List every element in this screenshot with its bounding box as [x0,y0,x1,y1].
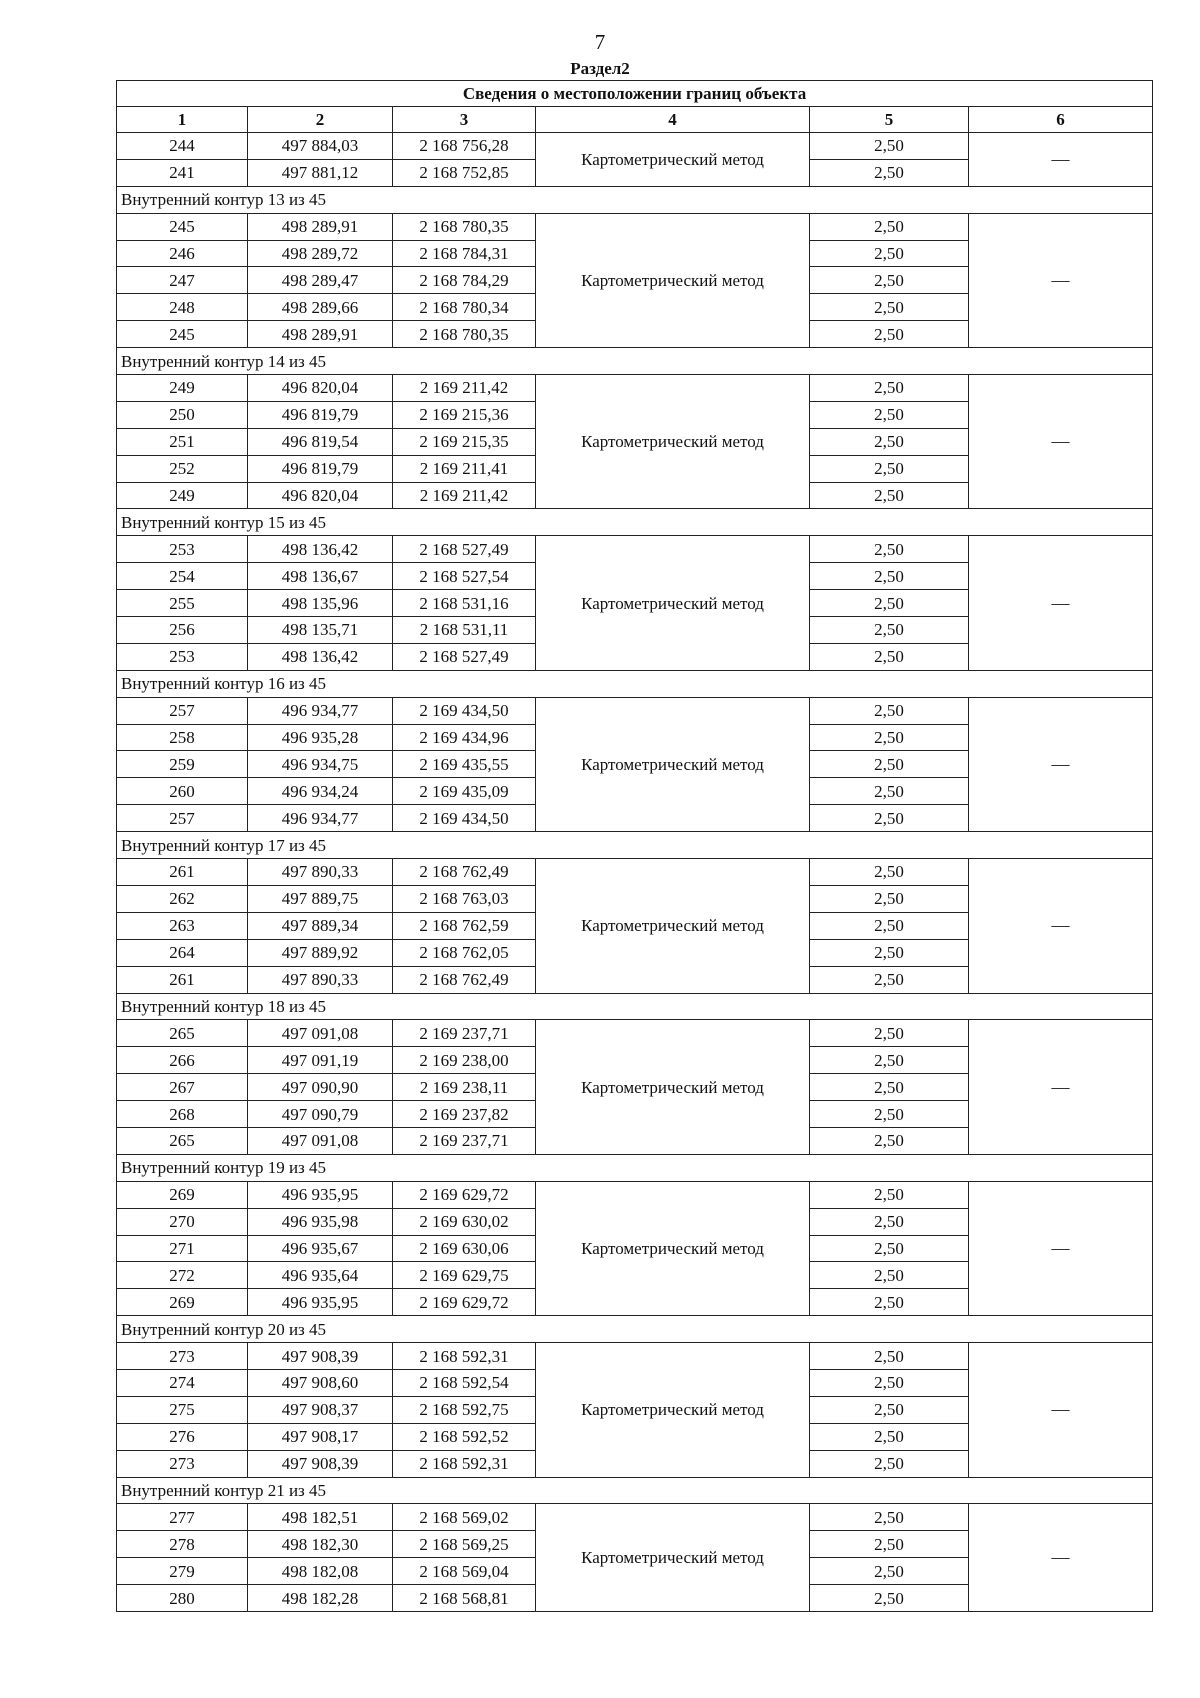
x-coordinate-cell: 496 934,24 [248,778,393,805]
point-number-cell: 261 [117,966,248,993]
table-row [117,213,1153,240]
point-number-cell: 269 [117,1289,248,1316]
accuracy-cell: 2,50 [810,643,969,670]
accuracy-cell: 2,50 [810,1450,969,1477]
table-row [117,1504,1153,1531]
accuracy-cell: 2,50 [810,1531,969,1558]
y-coordinate-cell: 2 169 434,50 [393,805,536,832]
x-coordinate-cell: 497 884,03 [248,133,393,160]
accuracy-cell: 2,50 [810,1585,969,1612]
column-header-1: 1 [117,107,248,133]
accuracy-cell: 2,50 [810,213,969,240]
boundary-coordinates-table [116,80,1153,1612]
accuracy-cell: 2,50 [810,778,969,805]
contour-label: Внутренний контур 17 из 45 [117,832,1153,859]
point-number-cell: 272 [117,1262,248,1289]
point-number-cell: 264 [117,939,248,966]
contour-header-row [117,832,1153,859]
table-row [117,1343,1153,1370]
x-coordinate-cell: 496 935,95 [248,1181,393,1208]
point-number-cell: 263 [117,912,248,939]
x-coordinate-cell: 496 934,77 [248,805,393,832]
y-coordinate-cell: 2 169 237,82 [393,1101,536,1128]
accuracy-cell: 2,50 [810,885,969,912]
x-coordinate-cell: 497 091,19 [248,1047,393,1074]
point-number-cell: 254 [117,563,248,590]
method-cell: Картометрический метод [536,1504,810,1612]
accuracy-cell: 2,50 [810,1396,969,1423]
table-row [117,1020,1153,1047]
y-coordinate-cell: 2 169 211,41 [393,455,536,482]
description-cell: — [969,1181,1153,1315]
table-body [117,81,1153,1612]
point-number-cell: 276 [117,1423,248,1450]
accuracy-cell: 2,50 [810,159,969,186]
description-cell: — [969,859,1153,993]
method-cell: Картометрический метод [536,1020,810,1154]
y-coordinate-cell: 2 168 784,29 [393,267,536,294]
contour-header-row [117,670,1153,697]
accuracy-cell: 2,50 [810,1181,969,1208]
contour-label: Внутренний контур 16 из 45 [117,670,1153,697]
point-number-cell: 270 [117,1208,248,1235]
contour-header-row [117,1154,1153,1181]
accuracy-cell: 2,50 [810,1047,969,1074]
accuracy-cell: 2,50 [810,1074,969,1101]
point-number-cell: 273 [117,1450,248,1477]
y-coordinate-cell: 2 168 531,16 [393,590,536,617]
point-number-cell: 245 [117,213,248,240]
y-coordinate-cell: 2 168 780,35 [393,321,536,348]
y-coordinate-cell: 2 168 527,49 [393,536,536,563]
method-cell: Картометрический метод [536,375,810,509]
point-number-cell: 249 [117,375,248,402]
point-number-cell: 267 [117,1074,248,1101]
x-coordinate-cell: 496 935,95 [248,1289,393,1316]
point-number-cell: 257 [117,805,248,832]
x-coordinate-cell: 496 820,04 [248,375,393,402]
accuracy-cell: 2,50 [810,267,969,294]
accuracy-cell: 2,50 [810,912,969,939]
accuracy-cell: 2,50 [810,1558,969,1585]
method-cell: Картометрический метод [536,536,810,670]
contour-header-row [117,1477,1153,1504]
method-cell: Картометрический метод [536,1343,810,1477]
accuracy-cell: 2,50 [810,401,969,428]
point-number-cell: 256 [117,617,248,644]
accuracy-cell: 2,50 [810,536,969,563]
y-coordinate-cell: 2 169 215,35 [393,428,536,455]
contour-header-row [117,509,1153,536]
y-coordinate-cell: 2 169 629,72 [393,1181,536,1208]
x-coordinate-cell: 496 819,79 [248,401,393,428]
accuracy-cell: 2,50 [810,1127,969,1154]
accuracy-cell: 2,50 [810,1289,969,1316]
x-coordinate-cell: 496 820,04 [248,482,393,509]
x-coordinate-cell: 497 908,39 [248,1450,393,1477]
point-number-cell: 253 [117,643,248,670]
contour-label: Внутренний контур 21 из 45 [117,1477,1153,1504]
y-coordinate-cell: 2 169 211,42 [393,482,536,509]
point-number-cell: 249 [117,482,248,509]
column-header-row [117,107,1153,133]
y-coordinate-cell: 2 169 238,00 [393,1047,536,1074]
point-number-cell: 280 [117,1585,248,1612]
contour-label: Внутренний контур 15 из 45 [117,509,1153,536]
page-number: 7 [594,30,606,54]
accuracy-cell: 2,50 [810,966,969,993]
point-number-cell: 257 [117,697,248,724]
accuracy-cell: 2,50 [810,617,969,644]
y-coordinate-cell: 2 168 762,05 [393,939,536,966]
y-coordinate-cell: 2 168 569,04 [393,1558,536,1585]
y-coordinate-cell: 2 169 630,06 [393,1235,536,1262]
x-coordinate-cell: 497 889,34 [248,912,393,939]
table-row [117,133,1153,160]
point-number-cell: 250 [117,401,248,428]
y-coordinate-cell: 2 168 531,11 [393,617,536,644]
point-number-cell: 255 [117,590,248,617]
method-cell: Картометрический метод [536,859,810,993]
point-number-cell: 260 [117,778,248,805]
accuracy-cell: 2,50 [810,724,969,751]
x-coordinate-cell: 497 889,75 [248,885,393,912]
point-number-cell: 261 [117,859,248,886]
x-coordinate-cell: 497 908,60 [248,1369,393,1396]
y-coordinate-cell: 2 168 762,49 [393,859,536,886]
point-number-cell: 259 [117,751,248,778]
x-coordinate-cell: 496 819,79 [248,455,393,482]
point-number-cell: 269 [117,1181,248,1208]
y-coordinate-cell: 2 169 238,11 [393,1074,536,1101]
description-cell: — [969,1343,1153,1477]
description-cell: — [969,697,1153,831]
point-number-cell: 258 [117,724,248,751]
description-cell: — [969,1020,1153,1154]
point-number-cell: 271 [117,1235,248,1262]
x-coordinate-cell: 497 090,90 [248,1074,393,1101]
point-number-cell: 274 [117,1369,248,1396]
y-coordinate-cell: 2 169 629,75 [393,1262,536,1289]
table-row [117,697,1153,724]
point-number-cell: 275 [117,1396,248,1423]
y-coordinate-cell: 2 168 592,54 [393,1369,536,1396]
table-row [117,859,1153,886]
description-cell: — [969,1504,1153,1612]
accuracy-cell: 2,50 [810,1504,969,1531]
y-coordinate-cell: 2 168 592,31 [393,1450,536,1477]
x-coordinate-cell: 497 890,33 [248,966,393,993]
contour-label: Внутренний контур 14 из 45 [117,348,1153,375]
accuracy-cell: 2,50 [810,1343,969,1370]
y-coordinate-cell: 2 168 762,59 [393,912,536,939]
x-coordinate-cell: 497 091,08 [248,1127,393,1154]
point-number-cell: 262 [117,885,248,912]
accuracy-cell: 2,50 [810,294,969,321]
y-coordinate-cell: 2 168 527,54 [393,563,536,590]
y-coordinate-cell: 2 169 237,71 [393,1020,536,1047]
x-coordinate-cell: 498 289,72 [248,240,393,267]
section-title: Раздел2 [570,59,630,78]
column-header-4: 4 [536,107,810,133]
y-coordinate-cell: 2 169 435,55 [393,751,536,778]
x-coordinate-cell: 496 819,54 [248,428,393,455]
y-coordinate-cell: 2 169 211,42 [393,375,536,402]
y-coordinate-cell: 2 168 592,75 [393,1396,536,1423]
y-coordinate-cell: 2 169 434,96 [393,724,536,751]
accuracy-cell: 2,50 [810,939,969,966]
point-number-cell: 247 [117,267,248,294]
y-coordinate-cell: 2 168 568,81 [393,1585,536,1612]
accuracy-cell: 2,50 [810,240,969,267]
y-coordinate-cell: 2 168 569,25 [393,1531,536,1558]
accuracy-cell: 2,50 [810,133,969,160]
x-coordinate-cell: 498 182,30 [248,1531,393,1558]
contour-label: Внутренний контур 20 из 45 [117,1316,1153,1343]
y-coordinate-cell: 2 168 592,52 [393,1423,536,1450]
y-coordinate-cell: 2 168 763,03 [393,885,536,912]
method-cell: Картометрический метод [536,133,810,187]
accuracy-cell: 2,50 [810,321,969,348]
table-row [117,536,1153,563]
point-number-cell: 241 [117,159,248,186]
x-coordinate-cell: 498 135,96 [248,590,393,617]
y-coordinate-cell: 2 169 630,02 [393,1208,536,1235]
y-coordinate-cell: 2 168 569,02 [393,1504,536,1531]
x-coordinate-cell: 496 935,67 [248,1235,393,1262]
method-cell: Картометрический метод [536,697,810,831]
y-coordinate-cell: 2 168 592,31 [393,1343,536,1370]
accuracy-cell: 2,50 [810,1262,969,1289]
x-coordinate-cell: 498 136,42 [248,536,393,563]
x-coordinate-cell: 498 289,66 [248,294,393,321]
point-number-cell: 253 [117,536,248,563]
y-coordinate-cell: 2 168 752,85 [393,159,536,186]
y-coordinate-cell: 2 168 762,49 [393,966,536,993]
point-number-cell: 266 [117,1047,248,1074]
accuracy-cell: 2,50 [810,1235,969,1262]
description-cell: — [969,536,1153,670]
accuracy-cell: 2,50 [810,751,969,778]
x-coordinate-cell: 497 090,79 [248,1101,393,1128]
x-coordinate-cell: 498 136,67 [248,563,393,590]
x-coordinate-cell: 497 881,12 [248,159,393,186]
x-coordinate-cell: 498 289,91 [248,213,393,240]
point-number-cell: 268 [117,1101,248,1128]
contour-label: Внутренний контур 13 из 45 [117,186,1153,213]
x-coordinate-cell: 497 908,17 [248,1423,393,1450]
accuracy-cell: 2,50 [810,805,969,832]
accuracy-cell: 2,50 [810,563,969,590]
column-header-5: 5 [810,107,969,133]
x-coordinate-cell: 498 289,91 [248,321,393,348]
accuracy-cell: 2,50 [810,1101,969,1128]
point-number-cell: 246 [117,240,248,267]
x-coordinate-cell: 498 135,71 [248,617,393,644]
x-coordinate-cell: 496 934,75 [248,751,393,778]
x-coordinate-cell: 498 289,47 [248,267,393,294]
x-coordinate-cell: 498 182,28 [248,1585,393,1612]
x-coordinate-cell: 496 934,77 [248,697,393,724]
accuracy-cell: 2,50 [810,428,969,455]
x-coordinate-cell: 496 935,64 [248,1262,393,1289]
point-number-cell: 273 [117,1343,248,1370]
description-cell: — [969,133,1153,187]
description-cell: — [969,213,1153,347]
accuracy-cell: 2,50 [810,590,969,617]
column-header-3: 3 [393,107,536,133]
point-number-cell: 265 [117,1020,248,1047]
accuracy-cell: 2,50 [810,1208,969,1235]
point-number-cell: 244 [117,133,248,160]
point-number-cell: 252 [117,455,248,482]
x-coordinate-cell: 497 908,37 [248,1396,393,1423]
accuracy-cell: 2,50 [810,455,969,482]
accuracy-cell: 2,50 [810,482,969,509]
contour-header-row [117,993,1153,1020]
contour-header-row [117,186,1153,213]
description-cell: — [969,375,1153,509]
x-coordinate-cell: 497 091,08 [248,1020,393,1047]
y-coordinate-cell: 2 168 527,49 [393,643,536,670]
x-coordinate-cell: 497 908,39 [248,1343,393,1370]
y-coordinate-cell: 2 169 435,09 [393,778,536,805]
x-coordinate-cell: 496 935,98 [248,1208,393,1235]
accuracy-cell: 2,50 [810,1369,969,1396]
contour-header-row [117,1316,1153,1343]
point-number-cell: 278 [117,1531,248,1558]
y-coordinate-cell: 2 169 215,36 [393,401,536,428]
x-coordinate-cell: 496 935,28 [248,724,393,751]
column-header-2: 2 [248,107,393,133]
point-number-cell: 245 [117,321,248,348]
method-cell: Картометрический метод [536,1181,810,1315]
table-title-row [117,81,1153,107]
x-coordinate-cell: 497 889,92 [248,939,393,966]
point-number-cell: 265 [117,1127,248,1154]
point-number-cell: 277 [117,1504,248,1531]
accuracy-cell: 2,50 [810,859,969,886]
method-cell: Картометрический метод [536,213,810,347]
column-header-6: 6 [969,107,1153,133]
table-row [117,375,1153,402]
accuracy-cell: 2,50 [810,1423,969,1450]
contour-label: Внутренний контур 19 из 45 [117,1154,1153,1181]
y-coordinate-cell: 2 169 237,71 [393,1127,536,1154]
y-coordinate-cell: 2 168 784,31 [393,240,536,267]
y-coordinate-cell: 2 169 434,50 [393,697,536,724]
y-coordinate-cell: 2 169 629,72 [393,1289,536,1316]
contour-label: Внутренний контур 18 из 45 [117,993,1153,1020]
x-coordinate-cell: 498 136,42 [248,643,393,670]
y-coordinate-cell: 2 168 756,28 [393,133,536,160]
accuracy-cell: 2,50 [810,1020,969,1047]
table-title: Сведения о местоположении границ объекта [117,81,1153,107]
y-coordinate-cell: 2 168 780,35 [393,213,536,240]
table-row [117,1181,1153,1208]
accuracy-cell: 2,50 [810,375,969,402]
x-coordinate-cell: 498 182,51 [248,1504,393,1531]
x-coordinate-cell: 497 890,33 [248,859,393,886]
point-number-cell: 248 [117,294,248,321]
accuracy-cell: 2,50 [810,697,969,724]
point-number-cell: 251 [117,428,248,455]
point-number-cell: 279 [117,1558,248,1585]
y-coordinate-cell: 2 168 780,34 [393,294,536,321]
contour-header-row [117,348,1153,375]
x-coordinate-cell: 498 182,08 [248,1558,393,1585]
